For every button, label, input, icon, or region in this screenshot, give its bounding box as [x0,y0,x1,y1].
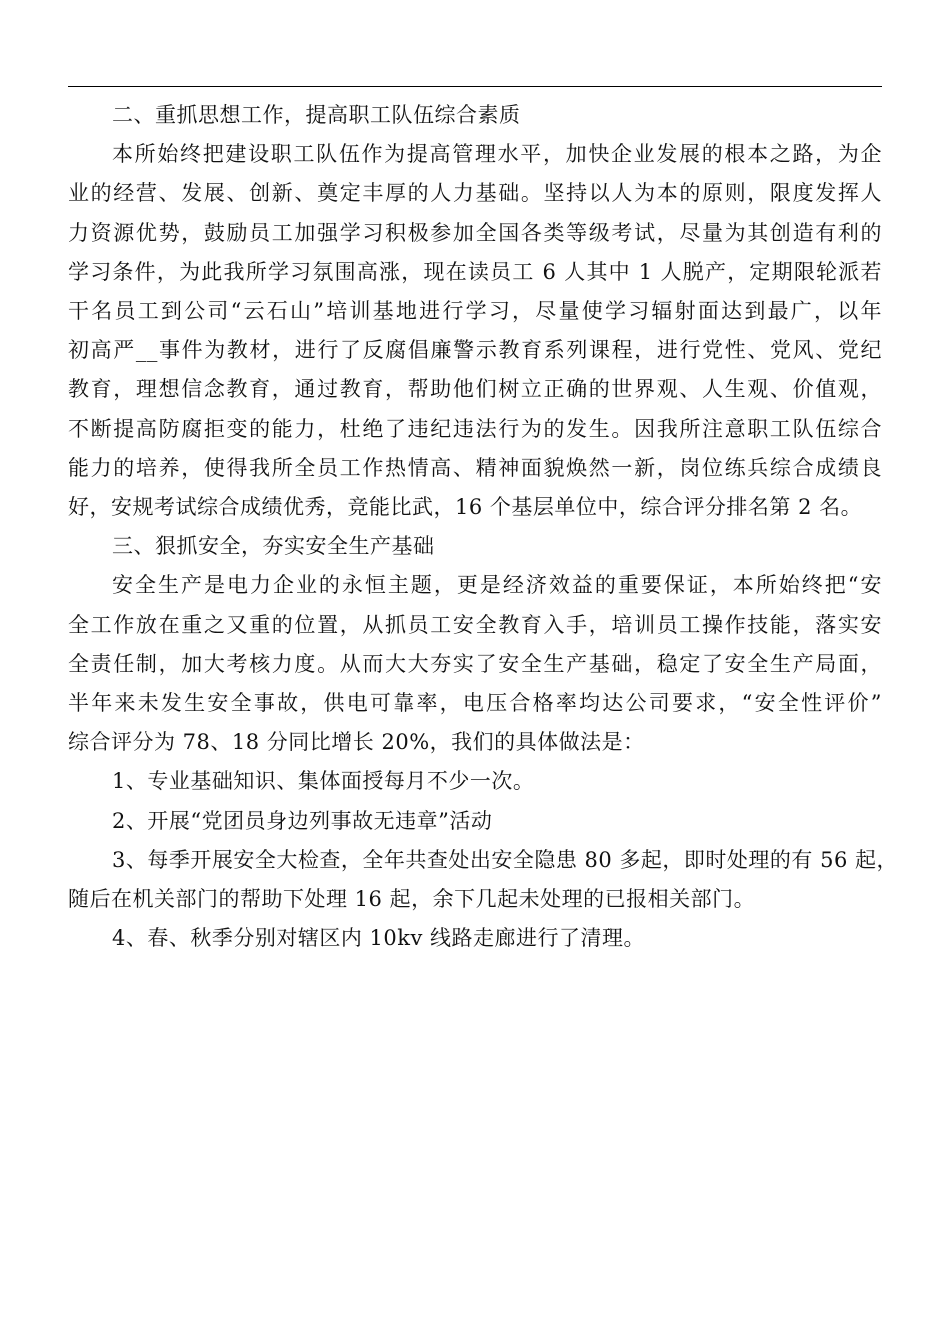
paragraph-line: 力资源优势，鼓励员工加强学习积极参加全国各类等级考试，尽量为其创造有利的 [68,220,882,245]
paragraph-line: 好，安规考试综合成绩优秀，竞能比武，16 个基层单位中，综合评分排名第 2 名。 [68,495,863,520]
paragraph-workforce [68,135,882,527]
paragraph-line: 业的经营、发展、创新、奠定丰厚的人力基础。坚持以人为本的原则，限度发挥人 [68,181,882,206]
list-item-4 [68,919,882,958]
paragraph-line: 4、春、秋季分别对辖区内 10kv 线路走廊进行了清理。 [112,926,646,951]
paragraph-safety [68,566,882,762]
paragraph-line: 综合评分为 78、18 分同比增长 20%，我们的具体做法是： [68,730,645,755]
section-heading-3: 三、狠抓安全，夯实安全生产基础 [112,534,435,559]
paragraph-line: 能力的培养，使得我所全员工作热情高、精神面貌焕然一新，岗位练兵综合成绩良 [68,455,882,480]
paragraph-line: 初高严__事件为教材，进行了反腐倡廉警示教育系列课程，进行党性、党风、党纪 [68,338,882,363]
list-item-1 [68,762,882,801]
list-item-2 [68,802,882,841]
paragraph-line: 半年来未发生安全事故，供电可靠率，电压合格率均达公司要求，“安全性评价” [68,691,882,716]
paragraph-line: 不断提高防腐拒变的能力，杜绝了违纪违法行为的发生。因我所注意职工队伍综合 [68,416,882,441]
list-item-3 [68,841,899,919]
paragraph-line: 教育，理想信念教育，通过教育，帮助他们树立正确的世界观、人生观、价值观， [68,377,882,402]
paragraph-line: 学习条件，为此我所学习氛围高涨，现在读员工 6 人其中 1 人脱产，定期限轮派若 [68,259,882,284]
paragraph-line: 安全生产是电力企业的永恒主题，更是经济效益的重要保证，本所始终把“安 [112,573,882,598]
paragraph-line: 全责任制，加大考核力度。从而大大夯实了安全生产基础，稳定了安全生产局面， [68,651,882,676]
paragraph-line: 干名员工到公司“云石山”培训基地进行学习，尽量使学习辐射面达到最广，以年 [68,299,882,324]
header-rule [68,86,882,87]
document-body [68,96,899,958]
paragraph-line: 2、开展“党团员身边列事故无违章”活动 [112,808,493,833]
paragraph-line: 1、专业基础知识、集体面授每月不少一次。 [112,769,535,794]
section-heading-2: 二、重抓思想工作，提高职工队伍综合素质 [112,103,521,127]
paragraph-line: 全工作放在重之又重的位置，从抓员工安全教育入手，培训员工操作技能，落实安 [68,612,882,637]
paragraph-line: 本所始终把建设职工队伍作为提高管理水平，加快企业发展的根本之路，为企 [112,142,882,167]
paragraph-line: 随后在机关部门的帮助下处理 16 起，余下几起未处理的已报相关部门。 [68,887,756,912]
paragraph-line: 3、每季开展安全大检查，全年共查处出安全隐患 80 多起，即时处理的有 56 起， [112,847,899,872]
